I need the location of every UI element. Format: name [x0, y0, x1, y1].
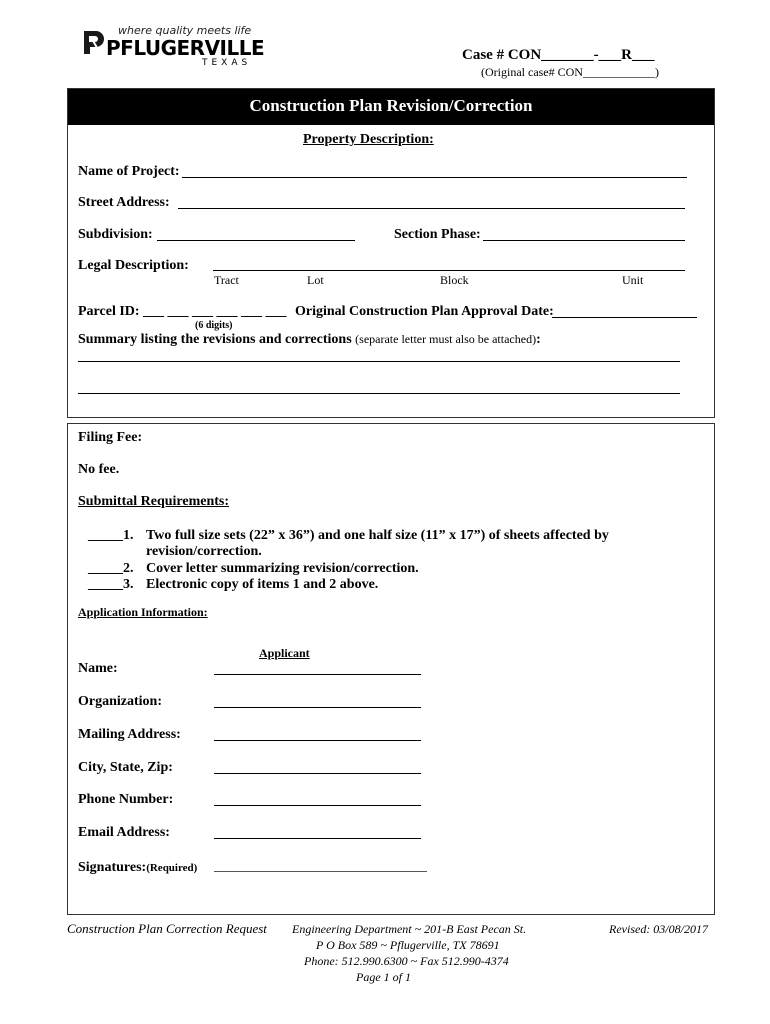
footer-phone: Phone: 512.990.6300 ~ Fax 512.990-4374	[304, 954, 509, 968]
summary-colon: :	[536, 332, 541, 347]
section-phase-field[interactable]	[483, 240, 685, 241]
legal-col-block: Block	[440, 273, 469, 287]
signatures-field[interactable]	[214, 871, 427, 872]
application-heading: Application Information:	[78, 605, 208, 619]
email-address-field[interactable]	[214, 838, 421, 839]
city-state-zip-field[interactable]	[214, 773, 421, 774]
case-number: Case # CON_______-___R___	[462, 47, 655, 63]
name-label: Name:	[78, 661, 118, 676]
summary-line-2[interactable]	[78, 393, 680, 394]
footer-form-name: Construction Plan Correction Request	[67, 921, 267, 936]
logo	[82, 24, 265, 72]
city-state-zip-label: City, State, Zip:	[78, 760, 173, 775]
name-of-project-field[interactable]	[182, 177, 687, 178]
summary-title: Summary listing the revisions and corrections	[78, 332, 352, 347]
original-case-number: (Original case# CON____________)	[481, 65, 659, 79]
summary-line-1[interactable]	[78, 361, 680, 362]
name-of-project-label: Name of Project:	[78, 164, 180, 179]
property-heading: Property Description:	[303, 132, 434, 147]
requirement-2-prefix[interactable]: _____2.	[88, 561, 134, 576]
parcel-id[interactable]: Parcel ID: ___ ___ ___ ___ ___ ___	[78, 304, 287, 319]
phone-number-label: Phone Number:	[78, 792, 174, 807]
legal-description-field[interactable]	[213, 270, 685, 271]
submittal-heading: Submittal Requirements:	[78, 494, 230, 509]
footer-department: Engineering Department ~ 201-B East Pecan St.	[292, 922, 527, 936]
logo-name: PFLUGERVILLE	[106, 36, 265, 60]
subdivision-field[interactable]	[157, 240, 355, 241]
legal-col-unit: Unit	[622, 273, 644, 287]
applicant-column-header: Applicant	[259, 646, 310, 660]
filing-fee-label: Filing Fee:	[78, 430, 143, 445]
mailing-address-label: Mailing Address:	[78, 727, 181, 742]
requirement-1-prefix[interactable]: _____1.	[88, 528, 134, 543]
organization-label: Organization:	[78, 694, 162, 709]
summary-label	[78, 332, 541, 348]
signatures-title: Signatures:	[78, 860, 147, 875]
no-fee-text: No fee.	[78, 462, 120, 477]
legal-col-tract: Tract	[214, 273, 239, 287]
logo-mark-icon	[82, 29, 104, 55]
approval-date-label: Original Construction Plan Approval Date:	[295, 304, 554, 319]
page-title: Construction Plan Revision/Correction	[249, 96, 533, 115]
requirement-3-prefix[interactable]: _____3.	[88, 577, 134, 592]
footer-page: Page 1 of 1	[356, 970, 411, 984]
requirement-2-text: Cover letter summarizing revision/correction.	[146, 561, 419, 576]
footer-revised: Revised: 03/08/2017	[609, 922, 708, 936]
street-address-label: Street Address:	[78, 195, 170, 210]
name-field[interactable]	[214, 674, 421, 675]
logo-tagline: where quality meets life	[118, 24, 252, 37]
footer-po-box: P O Box 589 ~ Pflugerville, TX 78691	[316, 938, 500, 952]
summary-note: (separate letter must also be attached)	[355, 332, 537, 346]
signatures-label	[78, 858, 197, 876]
legal-description-label: Legal Description:	[78, 258, 189, 273]
logo-state: TEXAS	[202, 58, 252, 68]
requirement-3-text: Electronic copy of items 1 and 2 above.	[146, 577, 379, 592]
mailing-address-field[interactable]	[214, 740, 421, 741]
section-phase-label: Section Phase:	[394, 227, 481, 242]
organization-field[interactable]	[214, 707, 421, 708]
email-address-label: Email Address:	[78, 825, 170, 840]
approval-date-field[interactable]	[552, 317, 697, 318]
street-address-field[interactable]	[178, 208, 685, 209]
requirement-1-text: Two full size sets (22” x 36”) and one half size (11” x 17”) of sheets affected by	[146, 528, 609, 543]
phone-number-field[interactable]	[214, 805, 421, 806]
signatures-required: (Required)	[146, 862, 198, 874]
parcel-digits-note: (6 digits)	[195, 320, 233, 331]
requirement-1-text-cont: revision/correction.	[146, 544, 262, 559]
subdivision-label: Subdivision:	[78, 227, 153, 242]
legal-col-lot: Lot	[307, 273, 324, 287]
